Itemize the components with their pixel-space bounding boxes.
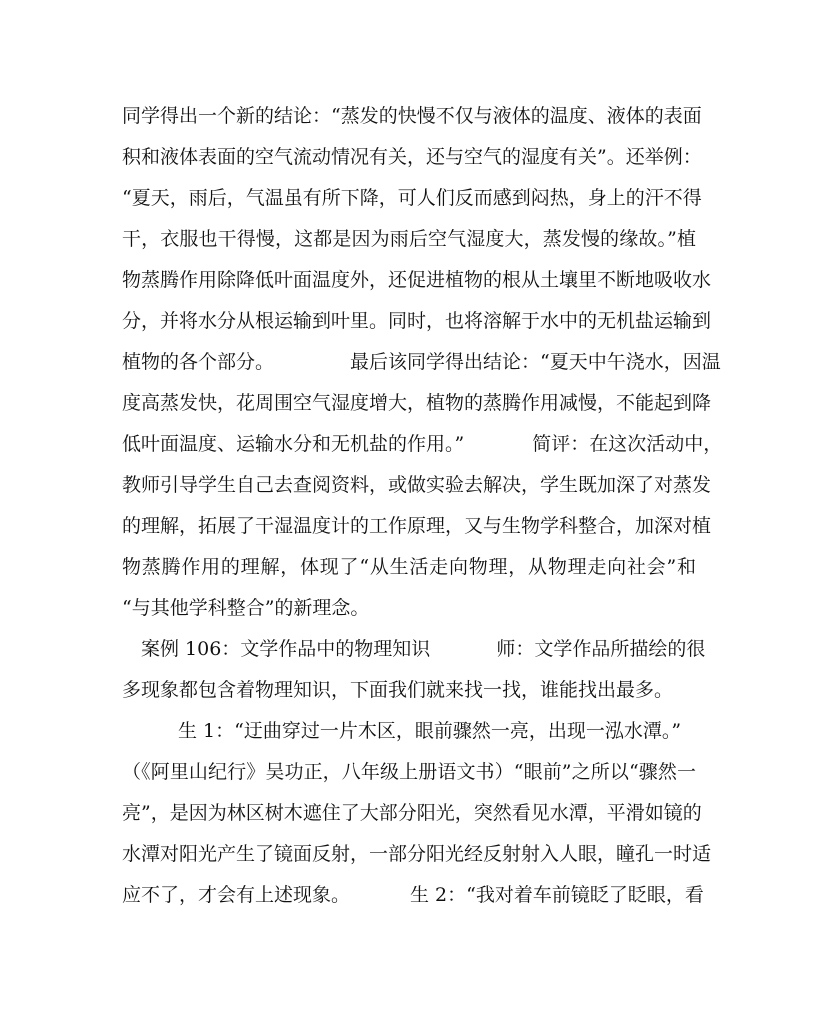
text-fragment: 案例 106：文学作品中的物理知识 [141, 638, 431, 660]
text-line: 同学得出一个新的结论：“蒸发的快慢不仅与液体的温度、液体的表面 [122, 105, 702, 127]
text-line: 水潭对阳光产生了镜面反射，一部分阳光经反射射入人眼，瞳孔一时适 [122, 843, 712, 865]
text-fragment: 植物的各个部分。 [122, 351, 275, 373]
text-line [122, 875, 704, 916]
text-line: 生 1：“迂曲穿过一片木区，眼前骤然一亮，出现一泓水潭。” [178, 720, 682, 742]
text-fragment: 应不了，才会有上述现象。 [122, 884, 351, 906]
text-line [122, 629, 706, 670]
text-line: 的理解，拓展了干湿温度计的工作原理，又与生物学科整合，加深对植 [122, 515, 712, 537]
text-line: 物蒸腾作用的理解，体现了“从生活走向物理，从物理走向社会”和 [122, 556, 696, 578]
text-line [122, 342, 721, 383]
text-fragment: 最后该同学得出结论：“夏天中午浇水，因温 [350, 351, 721, 373]
text-line: 物蒸腾作用除降低叶面温度外，还促进植物的根从土壤里不断地吸收水 [122, 269, 712, 291]
text-line: “与其他学科整合”的新理念。 [122, 597, 370, 619]
text-line: 分，并将水分从根运输到叶里。同时，也将溶解于水中的无机盐运输到 [122, 310, 712, 332]
text-line: （《阿里山纪行》吴功正，八年级上册语文书）“眼前”之所以“骤然一 [122, 761, 696, 783]
text-fragment: 生 2：“我对着车前镜眨了眨眼，看 [410, 884, 704, 906]
text-fragment: 师：文学作品所描绘的很 [496, 638, 706, 660]
text-line: 积和液体表面的空气流动情况有关，还与空气的湿度有关”。还举例： [122, 146, 702, 168]
text-line: 多现象都包含着物理知识，下面我们就来找一找，谁能找出最多。 [122, 679, 674, 701]
document-body [122, 96, 723, 916]
text-fragment: 低叶面温度、运输水分和无机盐的作用。” [122, 433, 465, 455]
text-line: 干，衣服也干得慢，这都是因为雨后空气湿度大，蒸发慢的缘故。”植 [122, 228, 696, 250]
text-line [122, 424, 723, 465]
text-fragment: 简评：在这次活动中， [532, 433, 723, 455]
text-line: 教师引导学生自己去查阅资料，或做实验去解决，学生既加深了对蒸发 [122, 474, 712, 496]
text-line: 度高蒸发快，花周围空气湿度增大，植物的蒸腾作用减慢，不能起到降 [122, 392, 712, 414]
text-line: “夏天，雨后，气温虽有所下降，可人们反而感到闷热，身上的汗不得 [122, 187, 702, 209]
text-line: 亮”，是因为林区树木遮住了大部分阳光，突然看见水潭，平滑如镜的 [122, 802, 702, 824]
